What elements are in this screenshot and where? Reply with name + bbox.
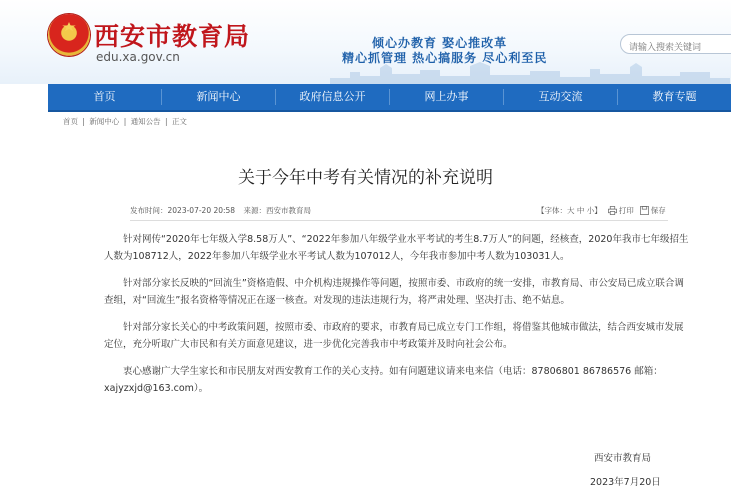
nav-item-gov-info[interactable]: 政府信息公开 [299, 90, 366, 103]
article-date: 2023年7月20日 [590, 477, 661, 488]
print-button[interactable] [608, 205, 634, 216]
article-paragraph: 针对部分家长关心的中考政策问题，按照市委、市政府的要求，市教育局已成立专门工作组，将借鉴其他城市做法，结合西安城市发展定位，充分听取广大市民和有关方面意见建议，进一步优化完善我市中考政策并及时向社会公布。 [104, 322, 684, 350]
breadcrumb-separator: | [123, 117, 127, 126]
article-body [104, 231, 692, 407]
article-paragraph: 针对网传“2020年七年级入学8.58万人”、“2022年参加八年级学业水平考试的考生8.7万人”的问题，经核查，2020年我市七年级招生人数为108712人，2022年参加八年级学业水平考试人数为107012人，今年我市参加中考人数为103031人。 [104, 234, 689, 262]
article-title: 关于今年中考有关情况的补充说明 [238, 168, 493, 188]
city-skyline-decoration [330, 60, 730, 84]
site-title[interactable]: 西安市教育局 [94, 22, 251, 51]
slogan-line-1: 倾心办教育 娶心推改革 [372, 36, 508, 50]
publish-time: 发布时间：2023-07-20 20:58 [130, 206, 236, 215]
nav-item-online-service[interactable]: 网上办事 [424, 90, 469, 103]
nav-item-home[interactable]: 首页 [93, 90, 116, 103]
save-disk-icon [640, 206, 649, 215]
article-paragraph: 衷心感谢广大学生家长和市民朋友对西安教育工作的关心支持。如有问题建议请来电来信（电话：87806801 86786576 邮箱：xajyzxjd@163.com）。 [104, 366, 663, 394]
search-input[interactable] [621, 39, 731, 57]
site-header [0, 0, 731, 84]
save-button[interactable] [640, 205, 666, 216]
meta-divider [130, 220, 668, 221]
breadcrumb-separator: | [82, 117, 85, 126]
national-emblem-icon [48, 14, 90, 56]
article-signature: 西安市教育局 [594, 453, 652, 464]
nav-item-news[interactable]: 新闻中心 [196, 90, 241, 103]
article-meta [130, 205, 317, 216]
breadcrumb [63, 116, 189, 127]
article-source: 来源：西安市教育局 [243, 206, 311, 215]
site-domain: edu.xa.gov.cn [96, 50, 180, 64]
print-label: 打印 [618, 206, 634, 215]
main-nav [48, 84, 731, 112]
breadcrumb-separator: | [165, 117, 168, 126]
breadcrumb-home[interactable]: 首页 [63, 117, 78, 126]
nav-item-interaction[interactable]: 互动交流 [538, 90, 583, 103]
search-box[interactable] [620, 34, 731, 54]
printer-icon [608, 206, 617, 215]
breadcrumb-current: 正文 [171, 117, 187, 126]
article-tools [537, 205, 666, 216]
nav-item-topics[interactable]: 教育专题 [652, 90, 697, 103]
font-size-control[interactable]: 【字体：大 中 小】 [537, 206, 602, 215]
article-paragraph: 针对部分家长反映的“回流生”资格造假、中介机构违规操作等问题，按照市委、市政府的统一安排，市教育局、市公安局已成立联合调查组，对“回流生”报名资格等情况正在逐一核查。对发现的违法违规行为，将严肃处理、坚决打击、绝不姑息。 [104, 278, 684, 306]
slogan-line-2: 精心抓管理 热心搞服务 尽心利至民 [342, 51, 548, 65]
breadcrumb-news[interactable]: 新闻中心 [89, 117, 120, 126]
breadcrumb-notices[interactable]: 通知公告 [130, 117, 161, 126]
save-label: 保存 [650, 206, 666, 215]
